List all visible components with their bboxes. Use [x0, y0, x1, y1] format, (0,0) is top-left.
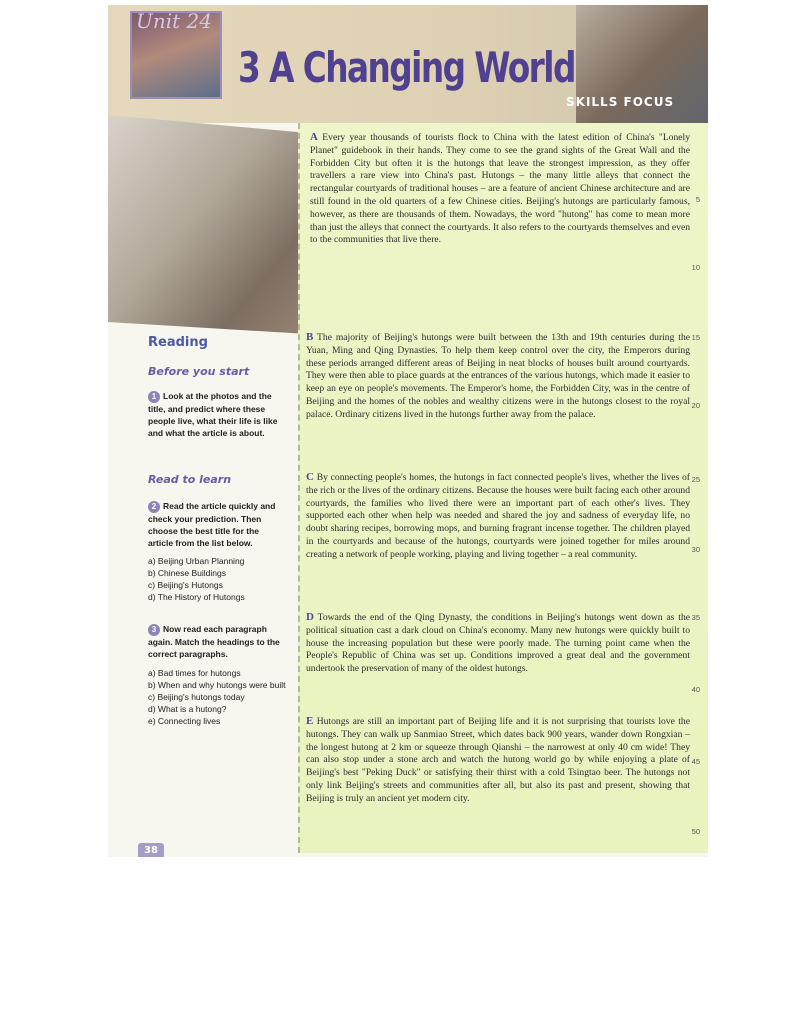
article-body	[298, 123, 708, 853]
task-2-number: 2	[148, 501, 160, 513]
line-number: 45	[691, 757, 700, 766]
list-item: a) Beijing Urban Planning	[148, 556, 245, 566]
list-item: c) Beijing's hutongs today	[148, 692, 245, 702]
skills-photo	[576, 5, 708, 140]
line-number: 30	[691, 545, 700, 554]
task-3-text: Now read each paragraph again. Match the headings to the correct paragraphs.	[148, 624, 280, 659]
before-you-start-heading: Before you start	[148, 365, 250, 378]
line-number: 15	[691, 333, 700, 342]
paragraph-b	[306, 331, 690, 422]
reading-sidebar	[108, 335, 294, 855]
list-item: d) The History of Hutongs	[148, 592, 245, 602]
task-3-number: 3	[148, 624, 160, 636]
paragraph-e	[306, 715, 690, 806]
read-to-learn-heading: Read to learn	[148, 473, 232, 486]
list-item: a) Bad times for hutongs	[148, 668, 241, 678]
list-item: e) Connecting lives	[148, 716, 221, 726]
task-3	[148, 623, 286, 660]
paragraph-letter: B	[306, 331, 314, 343]
line-number: 50	[691, 827, 700, 836]
line-number: 10	[691, 263, 700, 272]
skills-focus-label: SKILLS FOCUS	[566, 95, 675, 109]
page-number: 38	[138, 843, 164, 857]
list-item: b) When and why hutongs were built	[148, 680, 286, 690]
paragraph-letter: C	[306, 471, 314, 483]
reading-heading: Reading	[148, 335, 208, 350]
heading-options-list	[148, 667, 288, 727]
task-1-number: 1	[148, 391, 160, 403]
paragraph-c	[306, 471, 690, 562]
paragraph-a-text: Every year thousands of tourists flock to China with the latest edition of China's "Lonely Planet" guidebook in their hands. They come to see the grand sights of the Great Wall and the Forbidden City but often it is the hutongs that leave the strongest impression, as they offer travellers a rare view into China's past. Hutongs – the many little alleys that connect the rectangular courtyards of traditional houses – are a feature of ancient Chinese architecture and are still found in the old quarters of a few Chinese cities. Beijing's hutongs are particularly famous, however, as there are thousands of them. Nowadays, the word "hutong" has come to mean more than just the alleys that connect the courtyards. It also refers to the courtyards themselves and even to the communities that live there.	[310, 132, 690, 246]
paragraph-letter: E	[306, 715, 314, 727]
list-item: b) Chinese Buildings	[148, 568, 226, 578]
line-number: 40	[691, 685, 700, 694]
paragraph-e-text: Hutongs are still an important part of Beijing life and it is not surprising that tourists love the hutongs. They can walk up Sanmiao Street, which dates back 900 years, wander down Rongxian – the longest hutong at 2 km or squeeze through Qianshi – the narrowest at only 40 cm wide! They can also stop under a stone arch and watch the hutong world go by while enjoying a plate of Beijing's best "Peking Duck" or satisfying their thirst with a cold Tsingtao beer. The hutongs not only link Beijing's streets and communities after all, but also its past and present, showing that Beijing is truly an ancient yet modern city.	[306, 716, 690, 804]
list-item: c) Beijing's Hutongs	[148, 580, 223, 590]
task-2-text: Read the article quickly and check your prediction. Then choose the best title for the article from the list below.	[148, 501, 276, 548]
page-title: 3 A Changing World	[238, 43, 575, 92]
task-1	[148, 390, 286, 439]
task-1-text: Look at the photos and the title, and predict where these people live, what their life is like and what the article is about.	[148, 391, 278, 438]
task-2	[148, 500, 286, 549]
paragraph-a	[310, 131, 690, 247]
textbook-page	[108, 5, 708, 857]
line-number: 5	[695, 195, 700, 204]
paragraph-b-text: The majority of Beijing's hutongs were built between the 13th and 19th centuries during the Yuan, Ming and Qing Dynasties. To help them keep control over the city, the Emperors during these periods arranged different areas of Beijing in neat blocks of houses built around courtyards. They were then able to place guards at the entrances of the various hutongs, which made it easier to keep an eye on people's movements. The Emperor's home, the Forbidden City, was in the centre of Beijing and the homes of the nobles and wealthy citizens were in the hutongs closest to the royal palace. Ordinary citizens lived in the hutongs further away from the palace.	[306, 332, 690, 420]
line-number: 35	[691, 613, 700, 622]
unit-label: Unit 24	[136, 9, 212, 33]
title-options-list	[148, 555, 288, 603]
paragraph-letter: A	[310, 131, 318, 143]
line-number: 25	[691, 475, 700, 484]
line-number: 20	[691, 401, 700, 410]
list-item: d) What is a hutong?	[148, 704, 227, 714]
paragraph-letter: D	[306, 611, 314, 623]
paragraph-c-text: By connecting people's homes, the hutongs in fact connected people's lives, whether the lives of the rich or the lives of the ordinary citizens. Because the houses were built facing each other around courtyards, the families who lived there were an important part of each other's lives. They supported each other when help was needed and shared the joy and sadness of everyday life, no doubt sharing recipes, borrowing mops, and burning fragrant incense together. The children played in the courtyards and because of the hutongs, courtyards were joined together for miles around creating a network of people working, playing and living together – a real community.	[306, 472, 690, 560]
paragraph-d	[306, 611, 690, 676]
paragraph-d-text: Towards the end of the Qing Dynasty, the conditions in Beijing's hutongs went down as the political situation cast a dark cloud on China's economy. Many new hutongs were quickly built to house the increasing population but these were poorly made. The turning point came when the People's Republic of China was set up. Conditions improved a great deal and the government undertook the preservation of many of the oldest hutongs.	[306, 612, 690, 675]
